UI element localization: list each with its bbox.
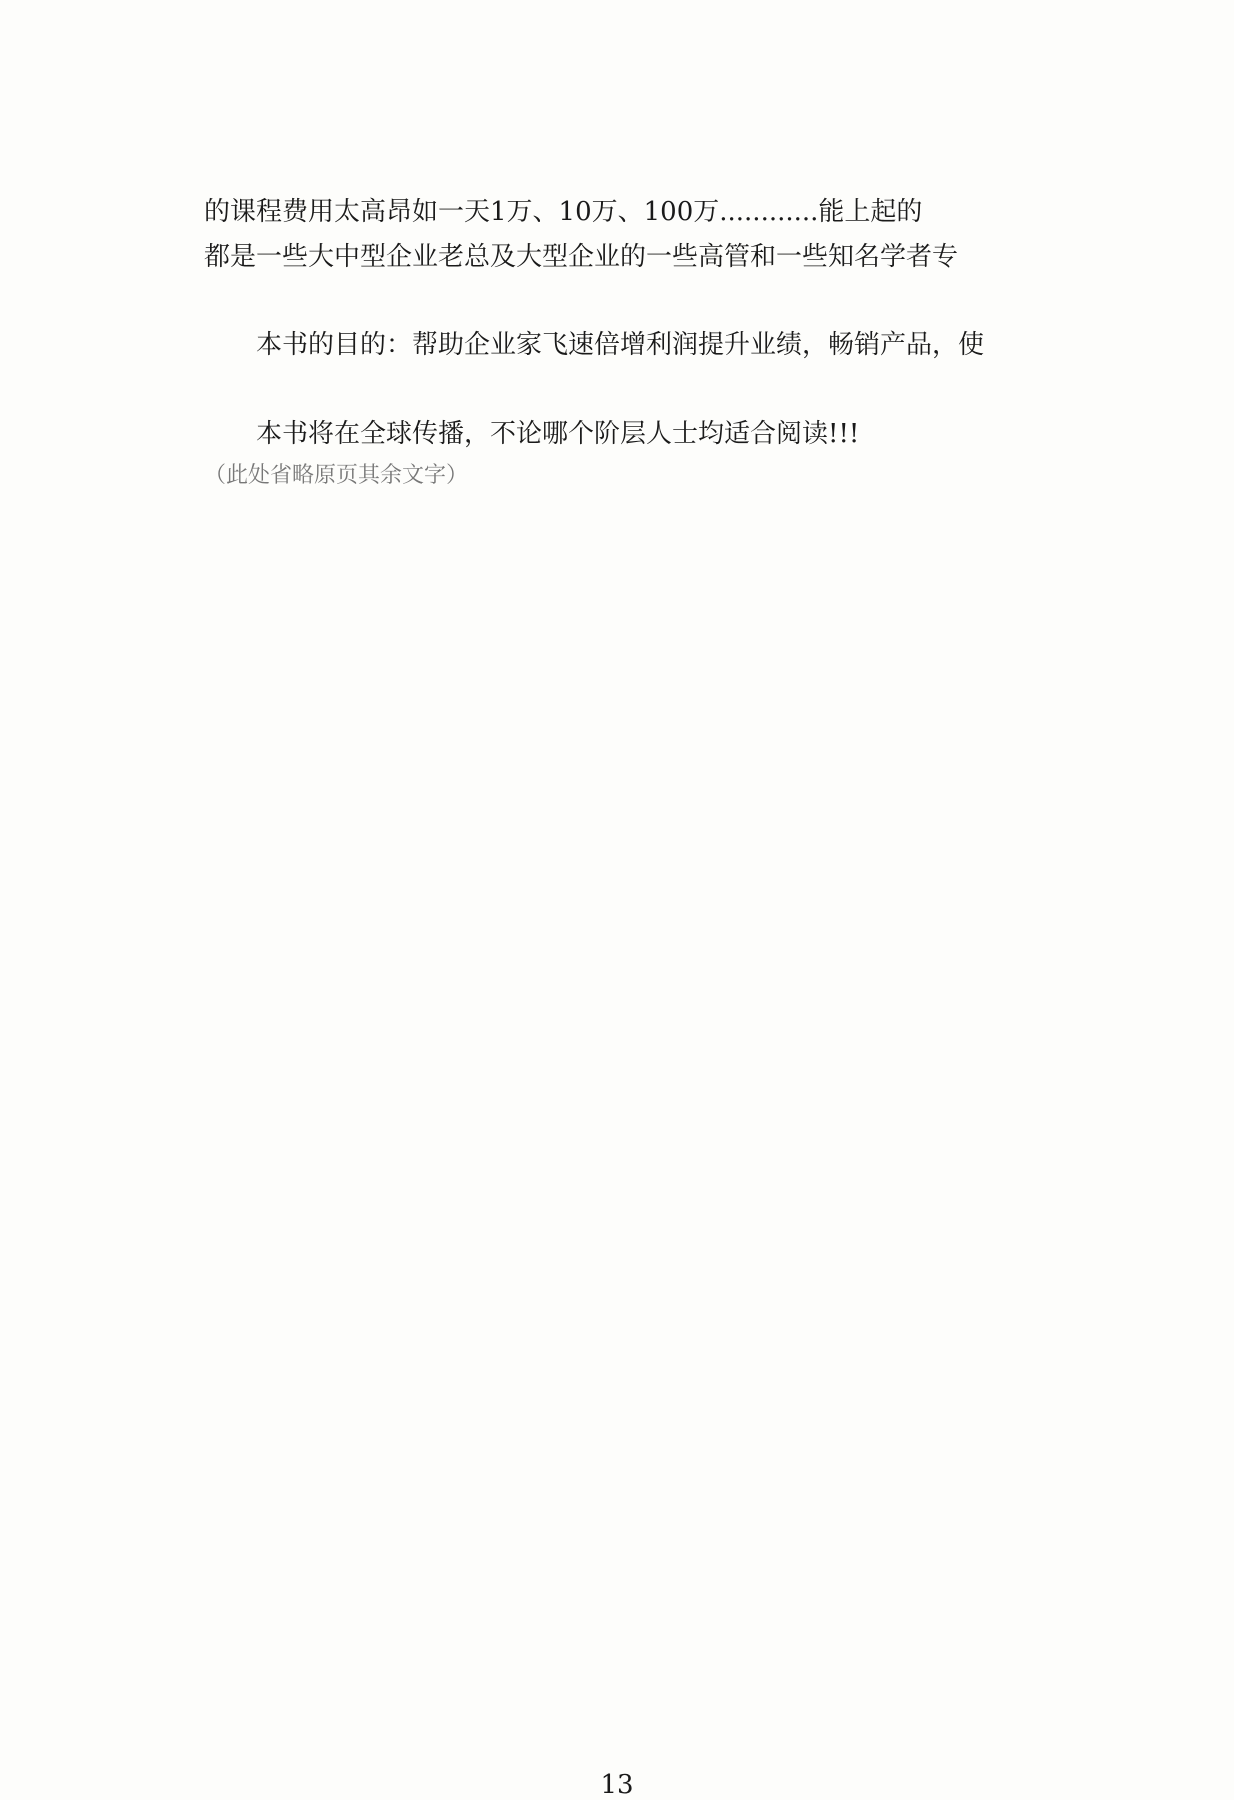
text-line: 的课程费用太高昂如一天1万、10万、100万............能上起的 — [204, 197, 923, 227]
text-line: 都是一些大中型企业老总及大型企业的一些高管和一些知名学者专 — [204, 241, 959, 272]
page-number: 13 — [600, 1770, 634, 1800]
paragraph — [204, 412, 1046, 457]
text-line: 本书的目的：帮助企业家飞速倍增利润提升业绩，畅销产品，使 — [256, 330, 985, 360]
omitted-note: （此处省略原页其余文字） — [204, 463, 469, 488]
paragraph — [204, 190, 1046, 279]
text-line: 本书将在全球传播，不论哪个阶层人士均适合阅读!!! — [256, 418, 860, 449]
paragraph-gap — [204, 368, 1046, 412]
paragraph-gap — [204, 279, 1046, 323]
paragraph — [204, 323, 1046, 368]
page-body — [204, 190, 1046, 496]
